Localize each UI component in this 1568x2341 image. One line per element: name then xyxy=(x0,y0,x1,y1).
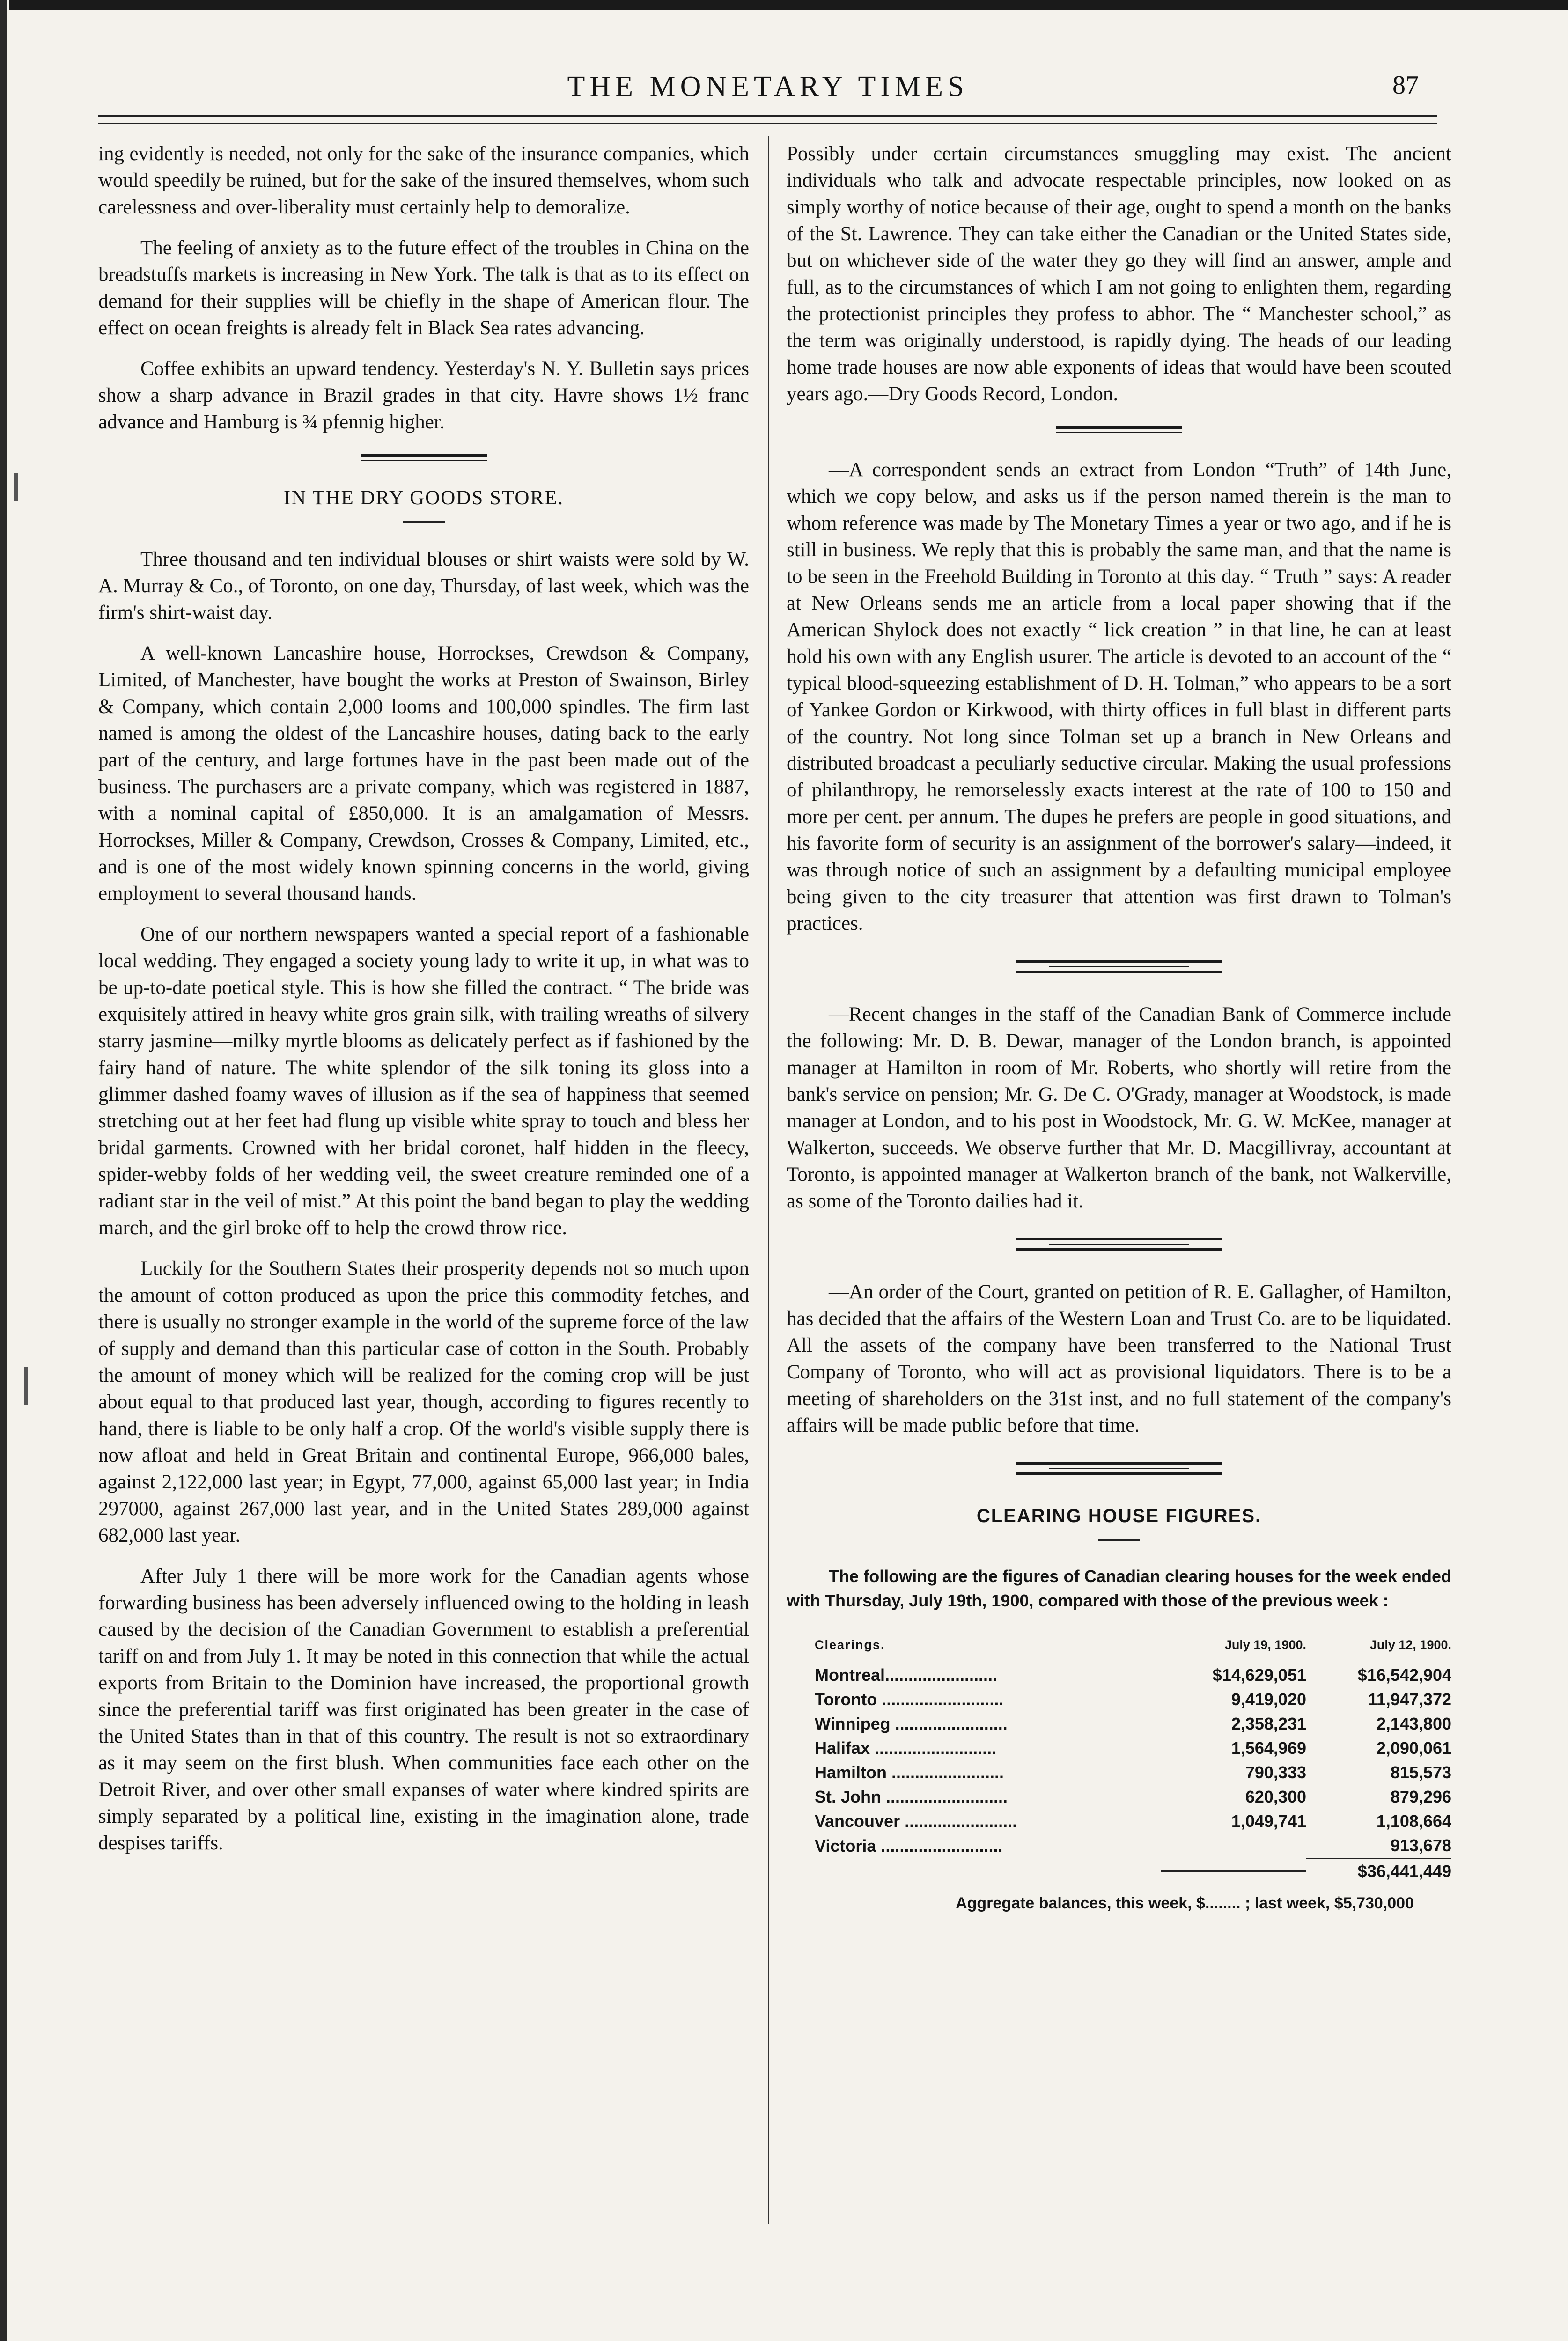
city-cell: Toronto .......................... xyxy=(815,1690,1004,1709)
city-cell: St. John .......................... xyxy=(815,1787,1008,1806)
table-row xyxy=(815,1736,1451,1760)
left-column xyxy=(98,140,749,1870)
paragraph: —Recent changes in the staff of the Canadian Bank of Commerce include the following: Mr. D. B. Dewar, manager of the London branch, is appointed manager at Hamilton in room of Mr. Roberts, who shortly will retire from the bank's service on pension; Mr. G. De C. O'Grady, manager at Woodstock, is made manager at London, and to his post in Woodstock, Mr. G. W. McKee, manager at Walkerton, succeeds. We observe further that Mr. D. Macgillivray, accountant at Toronto, is appointed manager at Walkerton branch of the bank, not Walkerville, as some of the Toronto dailies had it. xyxy=(787,1003,1451,1212)
short-rule xyxy=(1098,1539,1140,1541)
table-row xyxy=(815,1663,1451,1687)
value-cell: $16,542,904 xyxy=(1357,1665,1451,1685)
value-cell: 11,947,372 xyxy=(1368,1690,1451,1709)
value-cell: 790,333 xyxy=(1245,1763,1306,1782)
ornamental-rule xyxy=(1016,960,1222,973)
clearing-intro: The following are the figures of Canadian clearing houses for the week ended with Thursday, July 19th, 1900, compared with those of the previous week : xyxy=(787,1567,1451,1610)
value-cell: 1,564,969 xyxy=(1231,1738,1306,1758)
short-rule xyxy=(403,521,445,523)
paragraph: Coffee exhibits an upward tendency. Yesterday's N. Y. Bulletin says prices show a sharp advance in Brazil grades in that city. Havre shows 1½ franc advance and Hamburg is ¾ pfennig higher. xyxy=(98,358,749,433)
header-rule xyxy=(98,115,1437,117)
city-cell: Montreal........................ xyxy=(815,1665,998,1685)
table-row xyxy=(815,1712,1451,1736)
city-cell: Halifax .......................... xyxy=(815,1738,997,1758)
column-header: Clearings. xyxy=(815,1638,885,1652)
paragraph: The feeling of anxiety as to the future effect of the troubles in China on the breadstuffs markets is increasing in New York. The talk is that as to its effect on demand for their supplies will be chiefly in the shape of American flour. The effect on ocean freights is already felt in Black Sea rates advancing. xyxy=(98,237,749,339)
value-cell: 913,678 xyxy=(1390,1836,1451,1855)
paragraph: ing evidently is needed, not only for the sake of the insurance companies, which would speedily be ruined, but for the sake of the insured themselves, whom such carelessness and over-liberality must certainly help to demoralize. xyxy=(98,143,749,218)
city-cell: Victoria .......................... xyxy=(815,1836,1003,1855)
sum-rule xyxy=(1161,1870,1306,1872)
section-heading: IN THE DRY GOODS STORE. xyxy=(283,487,564,509)
top-rule xyxy=(9,0,1568,10)
page-number: 87 xyxy=(1392,71,1419,100)
scan-mark xyxy=(14,473,18,501)
paragraph: A well-known Lancashire house, Horrockses, Crewdson & Company, Limited, of Manchester, have bought the works at Preston of Swainson, Birley & Company, which contain 2,000 looms and 100,000 spindles. The firm last named is among the oldest of the Lancashire houses, dating back to the early part of the century, and large fortunes have in the past been made out of the business. The purchasers are a private company, which was registered in 1887, with a nominal capital of £850,000. It is an amalgamation of Messrs. Horrockses, Miller & Company, Crewdson, Crosses & Company, Limited, etc., and is one of the most widely known spinning concerns in the world, giving employment to several thousand hands. xyxy=(98,642,749,905)
value-cell: 620,300 xyxy=(1245,1787,1306,1806)
header-rule-thin xyxy=(98,123,1437,124)
page-header xyxy=(98,70,1437,108)
page-title: THE MONETARY TIMES xyxy=(567,71,969,103)
table-row xyxy=(815,1785,1451,1809)
scan-mark xyxy=(24,1367,28,1405)
right-column xyxy=(787,140,1451,1917)
value-cell: 9,419,020 xyxy=(1231,1690,1306,1709)
value-cell: 1,049,741 xyxy=(1231,1811,1306,1831)
value-cell: 815,573 xyxy=(1390,1763,1451,1782)
paragraph: After July 1 there will be more work for the Canadian agents whose forwarding business has been adversely influenced owing to the holding in leash caused by the decision of the Canadian Government to establish a preferential tariff on and from July 1. It may be noted in this connection that while the actual exports from Britain to the Dominion have increased, the proportional growth since the preferential tariff was first originated has been greater in the case of the United States than in that of this country. The result is not so extraordinary as it may seem on the first blush. When communities face each other on the Detroit River, and over other small expanses of water where kindred spirits are simply separated by a political line, existing in the imagination alone, trade despises tariffs. xyxy=(98,1565,749,1854)
paragraph: Three thousand and ten individual blouses or shirt waists were sold by W. A. Murray & Co., of Toronto, on one day, Thursday, of last week, which was the firm's shirt-waist day. xyxy=(98,548,749,624)
ornamental-rule xyxy=(1016,1238,1222,1251)
total-row xyxy=(815,1859,1451,1884)
ornamental-rule xyxy=(1016,1462,1222,1475)
table-row xyxy=(815,1833,1451,1859)
value-cell: 2,358,231 xyxy=(1231,1714,1306,1733)
table-row xyxy=(815,1687,1451,1712)
aggregate-line: Aggregate balances, this week, $........ ; last week, $5,730,000 xyxy=(956,1894,1414,1912)
total-cell: $36,441,449 xyxy=(1306,1859,1451,1884)
city-cell: Winnipeg ........................ xyxy=(815,1714,1008,1733)
value-cell: $14,629,051 xyxy=(1212,1665,1306,1685)
paragraph: Possibly under certain circumstances smuggling may exist. The ancient individuals who talk and advocate respectable principles, now looked on as simply worthy of notice because of their age, ought to spend a month on the banks of the St. Lawrence. They can take either the Canadian or the United States side, but on whichever side of the water they go they will find an answer, ample and full, as to the circumstances of which I am not going to enlighten them, regarding the protectionist principles they profess to abhor. The “ Manchester school,” as the term was originally understood, is rapidly dying. The heads of our leading home trade houses are now able exponents of ideas that would have been scouted years ago.—Dry Goods Record, London. xyxy=(787,143,1451,405)
paragraph: One of our northern newspapers wanted a special report of a fashionable local wedding. They engaged a society young lady to write it up, in what was to be up-to-date poetical style. This is how she filled the contract. “ The bride was exquisitely attired in heavy white gros grain silk, with trailing wreaths of silvery starry jasmine—milky myrtle blooms as delicately perfect as if fashioned by the fairy hand of nature. The white splendor of the silk toning its gloss into a glimmer dashed foamy waves of illusion as if the sea of happiness that seemed stretching out at her feet had flung up visible white spray to touch and bless her bridal garments. Crowned with her bridal coronet, half hidden in the fleecy, spider-webby folds of her wedding veil, the sweet creature reminded one of a radiant star in the veil of mist.” At this point the band began to play the wedding march, and the girl broke off to help the crowd throw rice. xyxy=(98,923,749,1239)
value-cell: 2,143,800 xyxy=(1376,1714,1451,1733)
paragraph: Luckily for the Southern States their prosperity depends not so much upon the amount of cotton produced as upon the price this commodity fetches, and there is usually no stronger example in the world of the supreme force of the law of supply and demand than this particular case of cotton in the South. Probably the amount of money which will be realized for the coming crop will be just about equal to that produced last year, though, according to figures recently to hand, there is liable to be only half a crop. Of the world's visible supply there is now afloat and held in Great Britain and continental Europe, 966,000 bales, against 2,122,000 last year; in Egypt, 77,000, against 65,000 last year; in India 297000, against 267,000 last year, and in the United States 289,000 against 682,000 last year. xyxy=(98,1258,749,1546)
city-cell: Hamilton ........................ xyxy=(815,1763,1004,1782)
value-cell: 2,090,061 xyxy=(1376,1738,1451,1758)
value-cell: 879,296 xyxy=(1390,1787,1451,1806)
column-header: July 19, 1900. xyxy=(1224,1638,1306,1652)
table-row xyxy=(815,1760,1451,1785)
value-cell: 1,108,664 xyxy=(1376,1811,1451,1831)
city-cell: Vancouver ........................ xyxy=(815,1811,1017,1831)
column-divider xyxy=(768,136,769,2224)
scan-edge xyxy=(0,0,7,2341)
paragraph: —An order of the Court, granted on petition of R. E. Gallagher, of Hamilton, has decided that the affairs of the Western Loan and Trust Co. are to be liquidated. All the assets of the company have been transferred to the National Trust Company of Toronto, who will act as provisional liquidators. There is to be a meeting of shareholders on the 31st inst, and no full statement of the company's affairs will be made public before that time. xyxy=(787,1281,1451,1436)
clearing-heading: CLEARING HOUSE FIGURES. xyxy=(976,1506,1262,1526)
clearing-table xyxy=(815,1627,1451,1884)
paragraph: —A correspondent sends an extract from London “Truth” of 14th June, which we copy below, and asks us if the person named therein is the man to whom reference was made by The Monetary Times a year or two ago, and if he is still in business. We reply that this is probably the same man, and that the name is to be seen in the Freehold Building in Toronto at this day. “ Truth ” says: A reader at New Orleans sends me an article from a local paper showing that if the American Shylock does not exactly “ lick creation ” in that line, he can at least hold his own with any English usurer. The article is devoted to an account of the “ typical blood-squeezing establishment of D. H. Tolman,” who appears to be a sort of Yankee Gordon or Kirkwood, with thirty offices in full blast in different parts of the country. Not long since Tolman set up a branch in New Orleans and distributed broadcast a peculiarly seductive circular. Making the usual professions of philanthropy, he remorselessly exacts interest at the rate of 100 to 150 and more per cent. per annum. The dupes he prefers are people in good situations, and his favorite form of security is an assignment of the borrower's salary—indeed, it was through notice of such an assignment by a defaulting municipal employee being given to the city treasurer that attention was first drawn to Tolman's practices. xyxy=(787,459,1451,935)
table-row xyxy=(815,1809,1451,1833)
ornamental-rule xyxy=(1056,426,1182,433)
ornamental-rule xyxy=(361,454,487,461)
column-header: July 12, 1900. xyxy=(1369,1638,1451,1652)
value-cell xyxy=(1161,1833,1306,1859)
